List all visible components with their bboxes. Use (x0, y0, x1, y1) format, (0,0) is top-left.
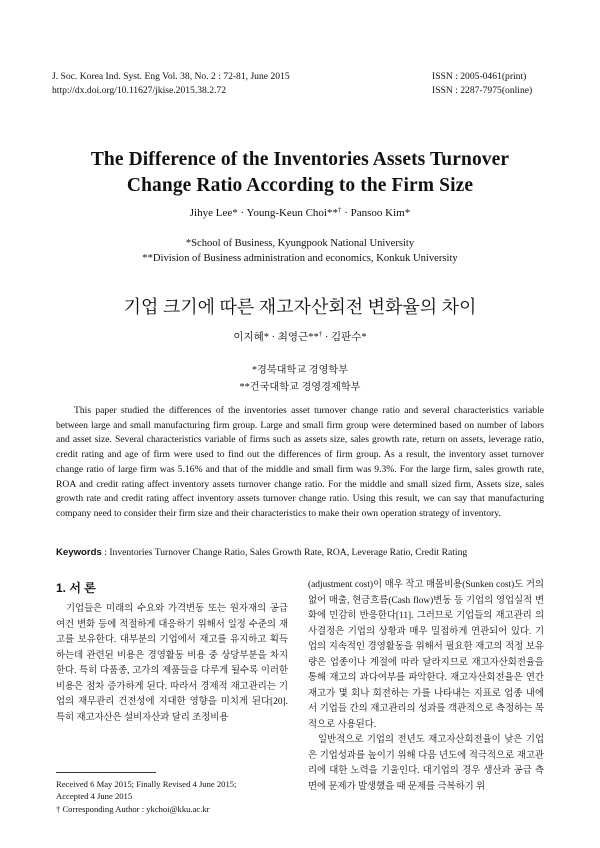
journal-citation: J. Soc. Korea Ind. Syst. Eng Vol. 38, No. 2 : 72-81, June 2015 (52, 71, 290, 82)
doi-link[interactable]: http://dx.doi.org/10.11627/jkise.2015.38.2.72 (52, 85, 227, 96)
korean-affiliation-1: *경북대학교 경영학부 (251, 365, 349, 376)
korean-author-2: 최영근** (277, 332, 319, 343)
corresponding-email[interactable]: Corresponding Author : ykchoi@kku.ac.kr (60, 803, 210, 814)
korean-author-1: 이지혜* (233, 332, 270, 343)
author-1: Jihye Lee* (189, 207, 238, 219)
author-2: Young-Keun Choi** (246, 207, 338, 219)
footnotes (56, 778, 288, 815)
title-line-2: Change Ratio According to the Firm Size (126, 175, 474, 196)
paper-title (0, 147, 600, 199)
korean-author-list (0, 331, 600, 345)
korean-affiliations (0, 362, 600, 396)
issn-online: ISSN : 2287-7975(online) (432, 85, 533, 96)
body-paragraph: 기업들은 미래의 수요와 가격변동 또는 원자재의 공급여건 변화 등에 적절하게 대응하기 위해서 일정 수준의 재고를 보유한다. 대부분의 기업에서 재고를 유지하고 획득하는데 관련된 비용은 경영활동 비용 중 상당부분을 차지한다. 특히 다품종, 고가의 제품들을 다루게 될수록 이러한 비용은 점차 증가하게 된다. 따라서 경제적 재고관리는 기업의 재무관리 건전성에 지대한 영향을 미치게 된다[20]. 특히 재고자산은 설비자산과 달리 조정비용 (56, 604, 288, 723)
title-line-1: The Difference of the Inventories Assets Turnover (90, 149, 510, 170)
affiliation-1: *School of Business, Kyungpook National University (185, 238, 415, 249)
keywords-label: Keywords (56, 547, 102, 558)
keywords (56, 546, 544, 560)
author-3: Pansoo Kim* (350, 207, 411, 219)
right-column (308, 578, 544, 795)
author-separator: · (341, 207, 351, 219)
received-date: Received 6 May 2015; Finally Revised 4 June 2015; (56, 779, 237, 789)
corresponding-author (56, 803, 288, 815)
journal-header (52, 70, 290, 98)
author-list (0, 206, 600, 220)
left-column (56, 566, 288, 726)
issn-print: ISSN : 2005-0461(print) (432, 71, 527, 82)
affiliations (0, 236, 600, 266)
author-separator: · (237, 207, 247, 219)
footnote-divider (56, 772, 156, 773)
body-paragraph: 일반적으로 기업의 전년도 재고자산회전율이 낮은 기업은 기업성과를 높이기 위해 다음 년도에 적극적으로 재고관리에 대한 노력을 기울인다. 대기업의 경우 생산과 공급 측면에 문제가 발생했을 때 문제를 극복하기 위 (308, 735, 544, 792)
korean-author-3: 김판수* (330, 332, 367, 343)
affiliation-2: **Division of Business administration and economics, Konkuk University (142, 253, 458, 264)
corresponding-mark: † (337, 206, 342, 214)
author-separator: · (322, 332, 331, 343)
korean-title: 기업 크기에 따른 재고자산회전 변화율의 차이 (123, 297, 477, 317)
corresponding-mark: † (318, 330, 323, 338)
section-heading: 1. 서 론 (56, 581, 96, 595)
keywords-text: : Inventories Turnover Change Ratio, Sales Growth Rate, ROA, Leverage Ratio, Credit Rating (101, 547, 468, 558)
body-paragraph: (adjustment cost)이 매우 작고 매몰비용(Sunken cost)도 거의 없어 매출, 현금흐름(Cash flow)변동 등 기업의 영업실적 변화에 민감히 반응한다[11]. 그러므로 기업들의 재고관리 의사결정은 기업의 상황과 매우 밀접하게 연관되어 있다. 기업의 지속적인 경영활동을 위해서 필요한 재고의 적정 보유량은 업종이나 계절에 따라 달라지므로 재고자산회전율을 통해 재고의 과다여부를 파악한다. 재고자산회전율은 연간 재고가 몇 회나 회전하는 가를 나타내는 지표로 업종 내에서 기업들 간의 재고관리의 성과를 객관적으로 측정하는 목적으로 사용된다. (308, 580, 544, 730)
dagger-mark: † (56, 803, 61, 814)
abstract: This paper studied the differences of the inventories asset turnover change ratio and several characteristics variable between large and small manufacturing firm group. Large and small firm group were determined based on number of labors and asset size. Several characteristics variable of firms such as assets size, sales growth rate, return on assets, leverage ratio, credit rating and age of firm were used to find out the differences of firm group. As a result, the inventory asset turnover change ratio of large firm was 5.16% and that of the middle and small firm was 9.3%. For the large firm, sales growth rate, ROA and credit rating affect inventory assets turnover change ratio. For the middle and small sized firm, Assets size, sales growth rate and credit rating affect inventory assets turnover change ratio. Using this result, we can say that manufacturing company need to consider their firm size and their characteristics to make their own operation strategy of inventory. (56, 405, 544, 519)
accepted-date: Accepted 4 June 2015 (56, 791, 133, 802)
issn-block (432, 70, 532, 98)
author-separator: · (269, 332, 278, 343)
korean-affiliation-2: **건국대학교 경영경제학부 (239, 382, 361, 393)
